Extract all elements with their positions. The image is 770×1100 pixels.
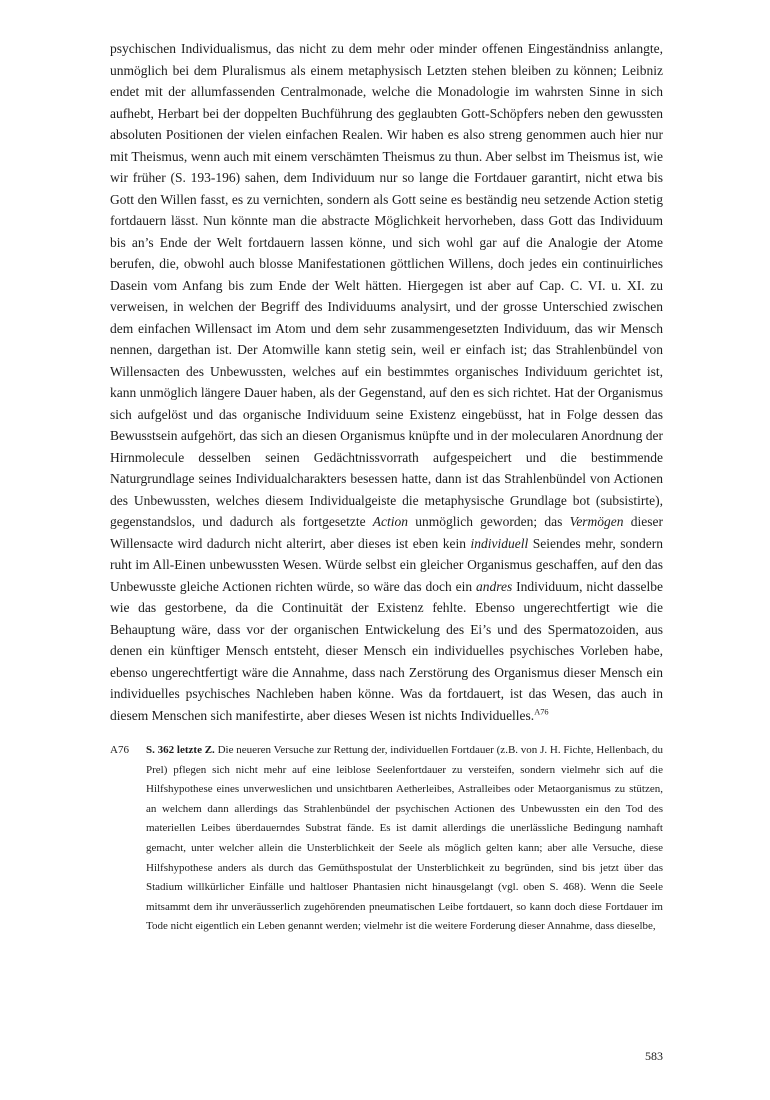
text-segment: andres — [476, 578, 513, 594]
footnote-text — [146, 741, 663, 937]
text-segment: S. 362 letzte Z. — [146, 744, 215, 756]
footnote-block — [110, 741, 663, 937]
body-paragraph — [110, 38, 663, 726]
text-segment: A76 — [534, 707, 549, 716]
text-segment: Individuum, nicht dasselbe wie das gestorbene, da die Continuität der Existenz fehlte. Ebenso ungerechtfertigt wie die Behauptung wäre, dass vor der organischen Entwickelung des Ei’s und des Spermatozoiden, aus denen ein künftiger Mensch entsteht, dieser Mensch ein individuelles psychisches Vorleben habe, ebenso ungerechtfertigt wäre die Annahme, dass nach Zerstörung des Organismus dieser Mensch ein individuelles psychisches Nachleben haben könne. Was da fortdauert, ist das Wesen, das auch in diesem Menschen sich manifestirte, aber dieses Wesen ist nichts Individuelles. — [110, 578, 663, 723]
text-segment: dieser Willensacte wird dadurch nicht alterirt, aber dieses ist eben kein — [110, 514, 663, 551]
text-segment: Die neueren Versuche zur Rettung der, individuellen Fortdauer (z.B. von J. H. Fichte, Hellenbach, du Prel) pflegen sich nicht mehr auf eine leiblose Seelenfortdauer zu versteifen, sondern vielmehr sich auf die Hilfshypothese eines unverweslichen und unsichtbaren Aetherleibes, Astralleibes oder Metaorganismus zu stützen, an welchem dann allerdings das Strahlenbündel der psychischen Actionen des Unbewussten ein den Tod des materiellen Leibes überdauerndes Substrat fände. Es ist damit allerdings die unerlässliche Bedingung namhaft gemacht, unter welcher allein die Unsterblichkeit der Seele als möglich gelten kann; aber alle Versuche, diese Hilfshypothese anders als durch das Gemüthspostulat der Unsterblichkeit zu begründen, sind bis jetzt über das Stadium willkürlicher Einfälle und haltloser Phantasien nicht hinausgelangt (vgl. oben S. 468). Wenn die Seele mitsammt dem ihr unveräusserlich zugehörenden pneumatischen Leibe fortdauert, so kann doch diese Fortdauer im Tode nicht eigentlich ein Leben genannt werden; vielmehr ist die weitere Forderung dieser Annahme, dass dieselbe, — [146, 744, 663, 933]
text-segment: individuell — [470, 535, 529, 551]
text-segment: Vermögen — [569, 514, 624, 529]
text-segment: psychischen Individualismus, das nicht zu dem mehr oder minder offenen Eingeständniss anlangte, unmöglich bei dem Pluralismus als einem metaphysisch Letzten stehen bleiben zu können; Leibniz endet mit der allumfassenden Centralmonade, welche die Monadologie im wahrsten Sinne in sich aufhebt, Herbart bei der doppelten Buchführung des geglaubten Gott-Schöpfers neben den gewussten absoluten Positionen der vielen einfachen Realen. Wir haben es also streng genommen auch hier nur mit Theismus, wenn auch mit einem verschämten Theismus zu thun. Aber selbst im Theismus ist, wie wir früher (S. 193-196) sahen, dem Individuum nur so lange die Fortdauer garantirt, nicht etwa bis Gott den Willen fasst, es zu vernichten, sondern als Gott seine es beständig neu setzende Action stetig fortdauern lässt. Nun könnte man die abstracte Möglichkeit hervorheben, dass Gott das Individuum bis an’s Ende der Welt fortdauern lassen könne, und sich wohl gar auf die Analogie der Atome berufen, die, obwohl auch blosse Manifestationen göttlichen Willens, doch jedes ein continuirliches Dasein vom Anfang bis zum Ende der Welt hätten. Hiergegen ist aber auf Cap. C. VI. u. XI. zu verweisen, in welchen der Begriff des Individuums analysirt, und der grosse Unterschied zwischen dem einfachen Willensact im Atom und dem sehr zusammengesetzten Individuum, das wir Mensch nennen, dargethan ist. Der Atomwille kann stetig sein, weil er einfach ist; das Strahlenbündel von Willensacten des Unbewussten, welches auf ein bestimmtes organisches Individuum gerichtet ist, kann unmöglich längere Dauer haben, als der Gegenstand, auf den es sich richtet. Hat der Organismus sich aufgelöst und das organische Individuum seine Existenz eingebüsst, hat in Folge dessen das Bewusstsein aufgehört, das sich an diesen Organismus knüpfte und in der molecularen Anordnung der Hirnmolecule desselben seinen Gedächtnissvorrath aufgespeichert und die bestimmende Naturgrundlage seines Individualcharakters besessen hatte, dann ist das Strahlenbündel von Actionen des Unbewussten, welches diesem Individualgeiste die metaphysische Grundlage bot (subsistirte), gegenstandslos, und dadurch als fortgesetzte — [110, 41, 663, 529]
text-column — [110, 38, 663, 937]
text-segment: Seiendes mehr, sondern ruht im All-Einen unbewussten Wesen. Würde selbst ein gleicher Organismus geschaffen, auf den das Unbewusste gleiche Actionen richten würde, so wäre das doch ein — [110, 535, 664, 594]
footnote-marker: A76 — [110, 744, 129, 756]
page-number: 583 — [645, 1049, 663, 1063]
text-segment: Action — [372, 514, 409, 529]
text-segment: unmöglich geworden; das — [408, 514, 570, 529]
